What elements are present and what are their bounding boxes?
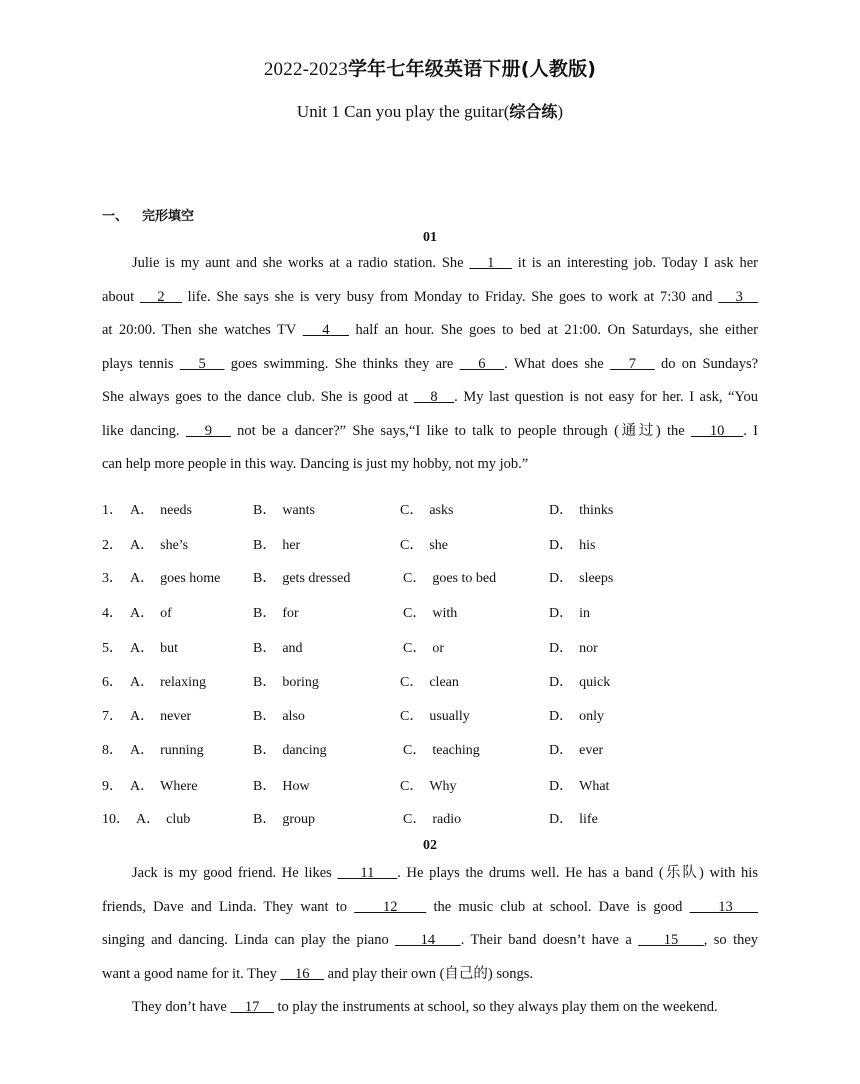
option-text: her xyxy=(282,538,301,553)
option-b[interactable] xyxy=(253,808,315,828)
option-b[interactable] xyxy=(253,705,305,725)
passage-line xyxy=(102,857,758,891)
question-number: 1． xyxy=(102,503,123,518)
option-label: D． xyxy=(549,538,574,553)
option-a[interactable] xyxy=(130,567,220,587)
option-d[interactable] xyxy=(549,534,595,554)
option-text: of xyxy=(160,606,172,621)
option-label: C． xyxy=(400,538,424,553)
passage-line xyxy=(102,381,758,415)
passage-text-run: They don’t have xyxy=(132,999,231,1015)
option-a[interactable] xyxy=(130,637,178,657)
passage-text-run: Julie is my aunt and she works at a radio station. She xyxy=(132,255,470,271)
option-label: D． xyxy=(549,571,574,586)
option-text: teaching xyxy=(432,743,480,758)
passage-text-run: half an hour. She goes to bed at 21:00. On Saturdays, she either xyxy=(349,322,759,338)
option-label: A． xyxy=(130,779,155,794)
option-b[interactable] xyxy=(253,775,310,795)
option-text: but xyxy=(160,641,179,656)
question-number: 8． xyxy=(102,743,123,758)
passage-number: 01 xyxy=(423,230,437,245)
passage-text-run: friends, Dave and Linda. They want to xyxy=(102,898,355,915)
passage-text xyxy=(102,247,758,482)
option-label: D． xyxy=(549,675,574,690)
option-label: B． xyxy=(253,503,277,518)
option-text: she’s xyxy=(160,538,189,553)
question-number: 10． xyxy=(102,812,130,827)
answer-blank[interactable]: 1 xyxy=(469,255,512,271)
option-d[interactable] xyxy=(549,602,590,622)
question-number: 9． xyxy=(102,779,123,794)
option-text: radio xyxy=(432,812,462,827)
option-text: usually xyxy=(429,709,470,724)
passage-text-run: the music club at school. Dave is good xyxy=(426,898,690,915)
answer-blank[interactable]: 4 xyxy=(302,322,350,338)
passage-line xyxy=(102,991,758,1025)
option-text: sleeps xyxy=(579,571,614,586)
passage-text xyxy=(102,857,758,1025)
option-text: relaxing xyxy=(160,675,206,690)
option-d[interactable] xyxy=(549,775,609,795)
page-title: 2022-2023学年七年级英语下册(人教版) xyxy=(263,58,597,80)
passage-line xyxy=(102,448,758,482)
answer-blank[interactable]: 15 xyxy=(638,932,704,948)
option-a[interactable] xyxy=(136,808,190,828)
passage-text-run: goes swimming. She thinks they are xyxy=(224,355,460,372)
option-a[interactable] xyxy=(130,499,192,519)
option-label: C． xyxy=(400,675,424,690)
passage-line xyxy=(102,958,758,992)
option-d[interactable] xyxy=(549,705,604,725)
answer-blank[interactable]: 11 xyxy=(337,865,398,881)
passage-line xyxy=(102,924,758,958)
passage-line xyxy=(102,415,758,449)
passage-text-run: not be a dancer?” She says,“I like to talk to people through (通过) the xyxy=(230,422,692,439)
option-text: his xyxy=(579,538,596,553)
option-label: C． xyxy=(400,709,424,724)
passage-line xyxy=(102,891,758,925)
option-text: in xyxy=(579,606,591,621)
option-label: B． xyxy=(253,812,277,827)
passage-line xyxy=(102,281,758,315)
option-c[interactable] xyxy=(400,705,470,725)
question-number: 4． xyxy=(102,606,123,621)
option-b[interactable] xyxy=(253,567,350,587)
passage-text-run: , so they xyxy=(703,932,759,948)
option-c[interactable] xyxy=(400,534,448,554)
option-text: Why xyxy=(429,779,457,794)
option-label: D． xyxy=(549,709,574,724)
option-label: B． xyxy=(253,675,277,690)
passage-text-run: life. She says she is very busy from Monday to Friday. She goes to work at 7:30 and xyxy=(181,288,719,305)
answer-blank[interactable]: 6 xyxy=(459,355,505,372)
option-text: clean xyxy=(429,675,459,690)
passage-text-run: . He plays the drums well. He has a band (乐队) with his xyxy=(397,865,758,881)
passage-text-run: to play the instruments at school, so they always play them on the weekend. xyxy=(273,999,718,1015)
option-label: A． xyxy=(130,709,155,724)
option-text: goes to bed xyxy=(432,571,497,586)
option-label: A． xyxy=(130,503,155,518)
answer-blank[interactable]: 14 xyxy=(395,932,461,948)
option-label: A． xyxy=(130,606,155,621)
option-b[interactable] xyxy=(253,739,327,759)
option-label: C． xyxy=(403,641,427,656)
answer-blank[interactable]: 10 xyxy=(691,422,744,439)
option-d[interactable] xyxy=(549,671,610,691)
option-text: wants xyxy=(282,503,316,518)
option-text: Where xyxy=(160,779,198,794)
option-text: also xyxy=(282,709,305,724)
passage-text-run: . I xyxy=(743,422,758,439)
option-text: never xyxy=(160,709,192,724)
option-label: A． xyxy=(130,743,155,758)
section-heading: 一、 完形填空 xyxy=(102,209,195,224)
option-c[interactable] xyxy=(400,775,457,795)
option-a[interactable] xyxy=(130,775,197,795)
option-text: dancing xyxy=(282,743,327,758)
option-label: C． xyxy=(403,743,427,758)
option-d[interactable] xyxy=(549,567,613,587)
option-text: How xyxy=(282,779,310,794)
option-label: A． xyxy=(130,538,155,553)
option-label: D． xyxy=(549,606,574,621)
passage-text-run: at 20:00. Then she watches TV xyxy=(102,322,303,338)
option-d[interactable] xyxy=(549,637,598,657)
option-text: for xyxy=(282,606,299,621)
option-label: C． xyxy=(403,812,427,827)
option-text: goes home xyxy=(160,571,221,586)
option-a[interactable] xyxy=(130,705,191,725)
passage-text-run: about xyxy=(102,288,140,305)
option-label: D． xyxy=(549,779,574,794)
answer-blank[interactable]: 8 xyxy=(413,389,455,405)
answer-blank[interactable]: 7 xyxy=(609,355,655,372)
option-text: ever xyxy=(579,743,604,758)
question-number: 5． xyxy=(102,641,123,656)
option-label: B． xyxy=(253,779,277,794)
option-a[interactable] xyxy=(130,671,206,691)
passage-text-run: do on Sundays? xyxy=(654,355,759,372)
option-label: B． xyxy=(253,606,277,621)
question-number: 3． xyxy=(102,571,123,586)
option-d[interactable] xyxy=(549,808,598,828)
option-c[interactable] xyxy=(403,808,461,828)
option-text: running xyxy=(160,743,204,758)
option-a[interactable] xyxy=(130,739,204,759)
option-text: thinks xyxy=(579,503,614,518)
passage-text-run: it is an interesting job. Today I ask her xyxy=(511,255,758,271)
option-a[interactable] xyxy=(130,602,172,622)
answer-blank[interactable]: 5 xyxy=(179,355,225,372)
passage-text-run: Jack is my good friend. He likes xyxy=(132,865,338,881)
option-text: she xyxy=(429,538,449,553)
option-text: with xyxy=(432,606,458,621)
answer-blank[interactable]: 16 xyxy=(280,965,325,982)
option-text: life xyxy=(579,812,598,827)
passage-line xyxy=(102,348,758,382)
option-label: B． xyxy=(253,571,277,586)
option-text: What xyxy=(579,779,610,794)
option-text: quick xyxy=(579,675,611,690)
option-label: B． xyxy=(253,538,277,553)
passage-text-run: want a good name for it. They xyxy=(102,965,281,982)
option-label: D． xyxy=(549,641,574,656)
option-text: gets dressed xyxy=(282,571,351,586)
option-b[interactable] xyxy=(253,499,315,519)
passage-text-run: singing and dancing. Linda can play the piano xyxy=(102,932,396,948)
option-label: B． xyxy=(253,641,277,656)
option-label: D． xyxy=(549,743,574,758)
option-c[interactable] xyxy=(403,637,444,657)
question-number: 2． xyxy=(102,538,123,553)
option-text: or xyxy=(432,641,445,656)
option-a[interactable] xyxy=(130,534,188,554)
option-text: club xyxy=(166,812,191,827)
option-label: B． xyxy=(253,709,277,724)
option-text: boring xyxy=(282,675,319,690)
option-d[interactable] xyxy=(549,739,603,759)
answer-blank[interactable]: 13 xyxy=(689,898,759,915)
option-label: C． xyxy=(400,779,424,794)
option-text: only xyxy=(579,709,605,724)
option-text: asks xyxy=(429,503,454,518)
answer-blank[interactable]: 12 xyxy=(354,898,427,915)
option-label: C． xyxy=(403,606,427,621)
passage-number: 02 xyxy=(423,838,437,853)
option-label: A． xyxy=(136,812,161,827)
option-c[interactable] xyxy=(400,499,453,519)
option-label: B． xyxy=(253,743,277,758)
option-b[interactable] xyxy=(253,602,299,622)
option-text: needs xyxy=(160,503,193,518)
option-c[interactable] xyxy=(403,739,480,759)
passage-text-run: plays tennis xyxy=(102,355,180,372)
option-label: D． xyxy=(549,503,574,518)
option-b[interactable] xyxy=(253,671,319,691)
passage-text-run: . My last question is not easy for her. I ask, “You xyxy=(454,389,758,405)
page-subtitle: Unit 1 Can you play the guitar(综合练) xyxy=(296,102,564,121)
passage-text-run: like dancing. xyxy=(102,422,186,439)
option-text: nor xyxy=(579,641,598,656)
option-label: C． xyxy=(403,571,427,586)
passage-text-run: She always goes to the dance club. She is good at xyxy=(102,389,414,405)
answer-blank[interactable]: 9 xyxy=(185,422,231,439)
question-number: 6． xyxy=(102,675,123,690)
option-c[interactable] xyxy=(403,602,457,622)
option-text: and xyxy=(282,641,303,656)
passage-line xyxy=(102,247,758,281)
answer-blank[interactable]: 3 xyxy=(718,288,759,305)
answer-blank[interactable]: 2 xyxy=(140,288,182,305)
answer-blank[interactable]: 17 xyxy=(230,999,274,1015)
option-text: group xyxy=(282,812,316,827)
option-label: A． xyxy=(130,675,155,690)
passage-line xyxy=(102,314,758,348)
option-c[interactable] xyxy=(400,671,459,691)
option-d[interactable] xyxy=(549,499,613,519)
option-b[interactable] xyxy=(253,534,300,554)
question-number: 7． xyxy=(102,709,123,724)
option-c[interactable] xyxy=(403,567,496,587)
passage-text-run: . Their band doesn’t have a xyxy=(460,932,639,948)
passage-text-run: and play their own (自己的) songs. xyxy=(324,965,534,982)
option-b[interactable] xyxy=(253,637,303,657)
option-label: A． xyxy=(130,641,155,656)
passage-text-run: can help more people in this way. Dancing is just my hobby, not my job.” xyxy=(102,456,529,472)
option-label: A． xyxy=(130,571,155,586)
passage-text-run: . What does she xyxy=(504,355,610,372)
option-label: D． xyxy=(549,812,574,827)
option-label: C． xyxy=(400,503,424,518)
